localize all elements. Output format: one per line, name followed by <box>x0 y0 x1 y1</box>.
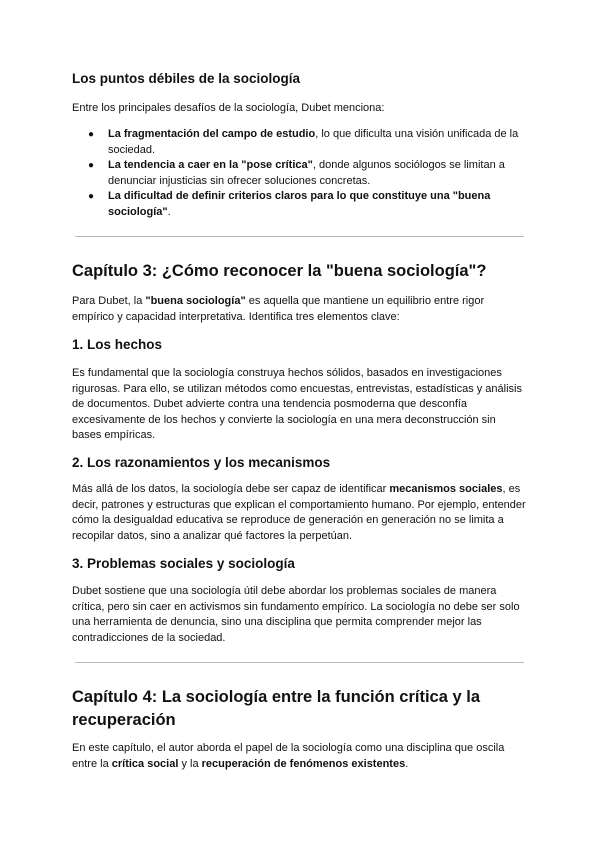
weak-points-intro: Entre los principales desafíos de la sociología, Dubet menciona: <box>72 102 385 114</box>
social-problems-text: Dubet sostiene que una sociología útil debe abordar los problemas sociales de manera crítica, pero sin caer en activismos sin fundamento empírico. La sociología no debe ser solo una herramienta de denuncia, sino una disciplina que permita comprender mejor las contradicciones de la sociedad. <box>72 585 520 644</box>
sub-heading-mechanisms: 2. Los razonamientos y los mecanismos <box>72 455 331 470</box>
list-item: ● La fragmentación del campo de estudio, lo que dificulta una visión unificada de la sociedad. <box>88 128 519 156</box>
facts-text: Es fundamental que la sociología construya hechos sólidos, basados en investigaciones rigurosas. Para ello, se utilizan métodos como encuestas, entrevistas, estadísticas y análisis de documentos. Dubet advierte contra una tendencia posmoderna que desconfía excesivamente de los hechos y convierte la sociología en una mera deconstrucción sin bases empíricas. <box>72 367 522 442</box>
weak-points-list <box>72 127 528 221</box>
heading-weak-points: Los puntos débiles de la sociología <box>72 71 301 86</box>
chapter3-intro: Para Dubet, la "buena sociología" es aquella que mantiene un equilibrio entre rigor empírico y capacidad interpretativa. Identifica tres elementos clave: <box>72 295 485 323</box>
bullet-icon: ● <box>88 160 95 172</box>
mechanisms-text: Más allá de los datos, la sociología debe ser capaz de identificar mecanismos sociales, es decir, patrones y estructuras que explican el comportamiento humano. Por ejemplo, entender cómo la desigualdad educativa se reproduce de generación en generación no se limita a recopilar datos, sino a analizar qué factores la perpetúan. <box>72 483 526 542</box>
bullet-icon: ● <box>88 129 95 140</box>
list-item: ● La tendencia a caer en la "pose crítica", donde algunos sociólogos se limitan a denunciar injusticias sin ofrecer soluciones concretas. <box>88 159 505 187</box>
chapter4-text: En este capítulo, el autor aborda el papel de la sociología como una disciplina que oscila entre la crítica social y la recuperación de fenómenos existentes. <box>72 742 505 770</box>
horizontal-divider <box>75 236 524 237</box>
chapter4-title: Capítulo 4: La sociología entre la función crítica y la recuperación <box>72 688 481 729</box>
list-item: ● La dificultad de definir criterios claros para lo que constituye una "buena sociología". <box>88 190 491 218</box>
sub-heading-facts: 1. Los hechos <box>72 337 163 352</box>
horizontal-divider <box>75 662 524 663</box>
chapter3-title: Capítulo 3: ¿Cómo reconocer la "buena sociología"? <box>72 262 487 280</box>
bullet-icon: ● <box>88 191 95 203</box>
sub-heading-social-problems: 3. Problemas sociales y sociología <box>72 556 295 571</box>
